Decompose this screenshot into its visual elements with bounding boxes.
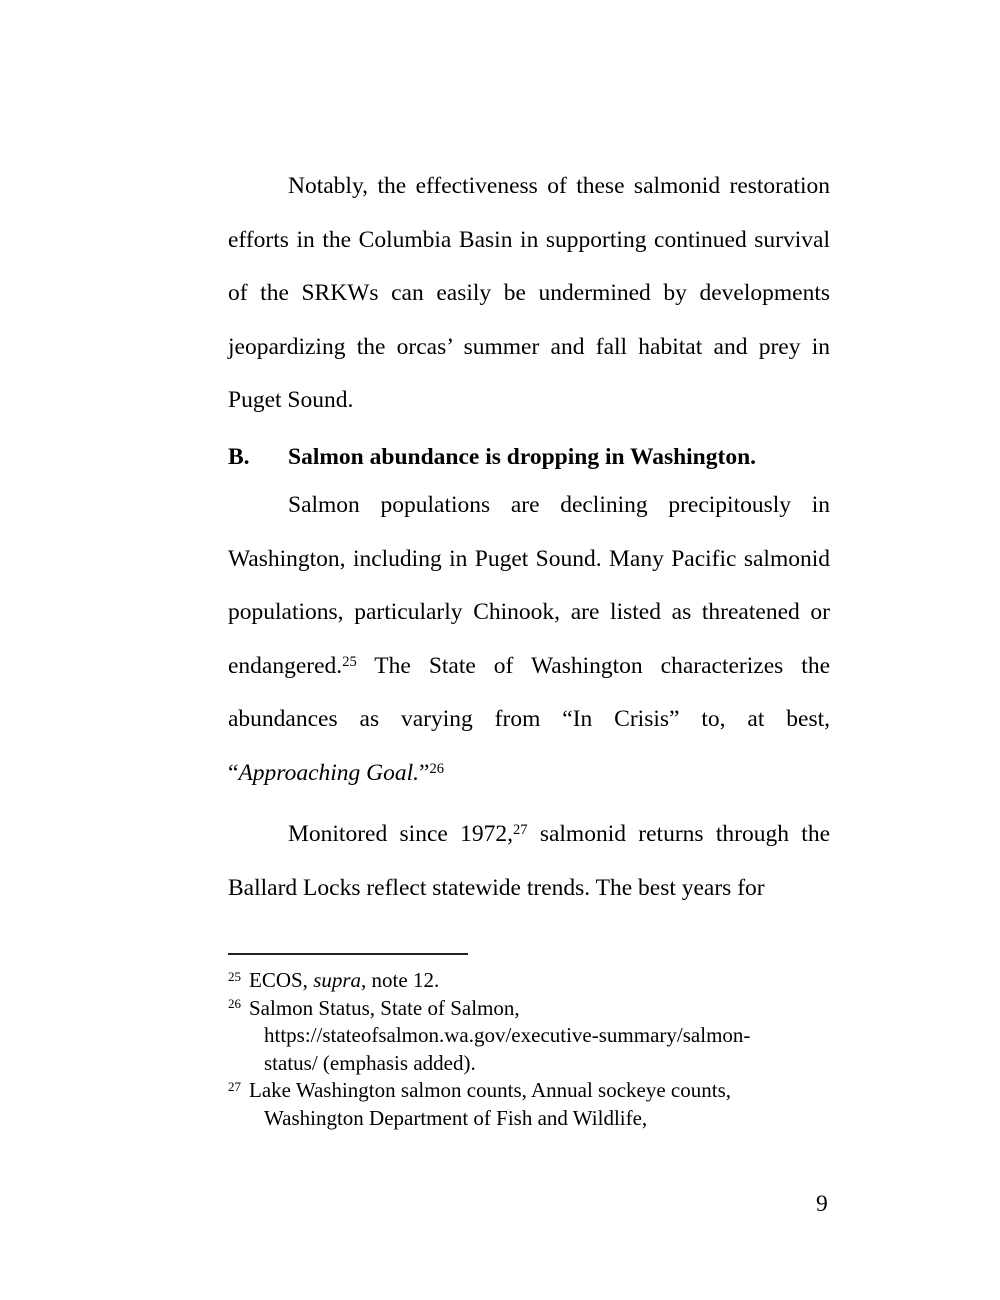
footnote-marker-27: 27 bbox=[228, 1078, 241, 1094]
footnote-text: Lake Washington salmon counts, Annual sockeye counts, bbox=[249, 1078, 732, 1102]
paragraph-2-text: The State of Washington characterizes the abundances as varying from “In Crisis” to, at best, “ bbox=[228, 652, 830, 786]
footnote-25 bbox=[228, 967, 830, 995]
footnote-reference-26: 26 bbox=[429, 760, 444, 777]
body-paragraph-2 bbox=[228, 479, 830, 800]
footnote-url-text: https://stateofsalmon.wa.gov/executive-summary/salmon- bbox=[264, 1023, 751, 1047]
footnote-marker-25: 25 bbox=[228, 968, 241, 984]
section-heading-number: B. bbox=[228, 444, 250, 470]
footnote-27 bbox=[228, 1077, 830, 1132]
footnote-text: ECOS, bbox=[249, 968, 314, 992]
page-number: 9 bbox=[816, 1191, 828, 1217]
footnote-line bbox=[228, 995, 830, 1023]
footnote-marker-26: 26 bbox=[228, 996, 241, 1011]
footnote-reference-27: 27 bbox=[513, 822, 528, 839]
footnote-text: Salmon Status, State of Salmon, bbox=[249, 995, 520, 1020]
footnote-line bbox=[264, 1105, 830, 1133]
footnote-separator bbox=[228, 953, 468, 955]
paragraph-3-text: Monitored since 1972, bbox=[288, 821, 513, 847]
paragraph-2-text: ” bbox=[419, 759, 430, 786]
footnote-line bbox=[228, 1077, 830, 1105]
footnote-text: status/ (emphasis added). bbox=[264, 1050, 476, 1075]
section-heading-b bbox=[228, 431, 830, 485]
footnote-26 bbox=[228, 995, 830, 1078]
section-heading-text: Salmon abundance is dropping in Washington. bbox=[288, 444, 757, 470]
paragraph-2-italic-text: Approaching Goal. bbox=[238, 759, 420, 786]
footnote-url-line bbox=[264, 1022, 830, 1050]
body-paragraph-3 bbox=[228, 808, 830, 915]
body-paragraph-1: Notably, the effectiveness of these salmonid restoration efforts in the Columbia Basin in supporting continued survival of the SRKWs can easily be undermined by developments jeopardizing the orcas’ summer and fall habitat and prey in Puget Sound. bbox=[228, 173, 830, 413]
footnote-line bbox=[228, 967, 830, 995]
footnote-text: Washington Department of Fish and Wildlife, bbox=[264, 1105, 648, 1130]
paragraph-2-text: Salmon populations are declining precipitously in Washington, including in Puget Sound. Many Pacific salmonid populations, particularly Chinook, are listed as threatened or endangered. bbox=[228, 492, 830, 679]
footnote-section bbox=[228, 953, 830, 1132]
footnote-italic-text: supra bbox=[313, 968, 362, 992]
footnote-text: , note 12. bbox=[361, 968, 440, 992]
paragraph-3-text: salmonid returns through the Ballard Locks reflect statewide trends. The best years for bbox=[228, 821, 830, 901]
footnote-reference-25: 25 bbox=[342, 653, 357, 670]
footnote-line bbox=[264, 1050, 830, 1078]
